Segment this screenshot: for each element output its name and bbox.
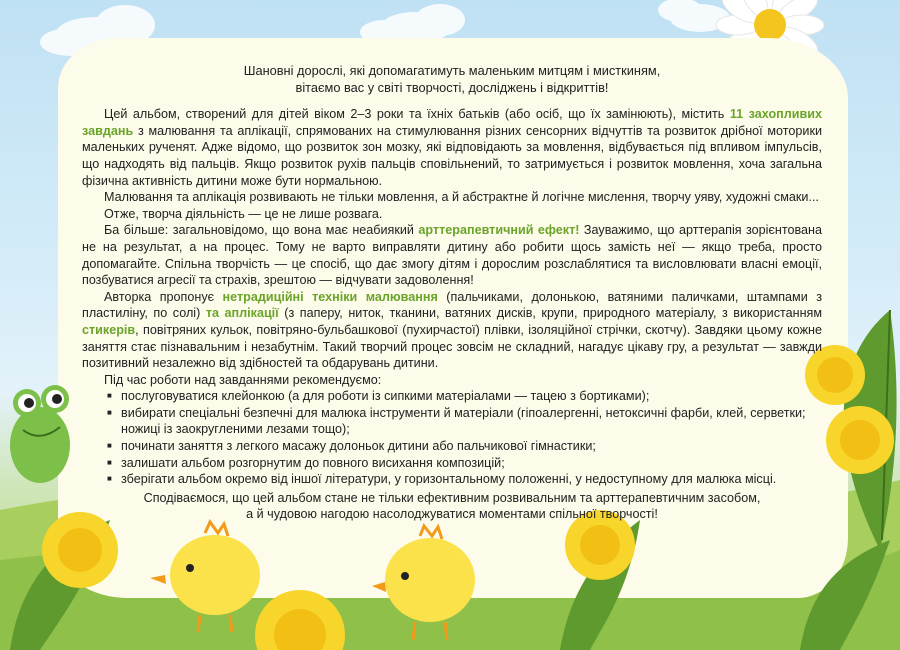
paragraph-5-text-d: , повітряних кульок, повітряно-бульбашкової (пухирчастої) плівки, ізоляційної стрічки, скотчу). Завдяки цьому кожне заняття стає пізнавальним і незабутнім. Такий творчий процес зовсім не складний, нагадує цікаву гру, а результат — завжди позитивний незалежно від здібностей та обдарувань дитини. [82,322,822,371]
recommend-intro: Під час роботи над завданнями рекомендуємо: [104,372,382,387]
closing-text [82,490,822,523]
paragraph-4-text-b: Зауважимо, що арттерапія зорієнтована не на результат, а на процес. Тому не варто виправляти дитину або робити щось замість неї — якщо треба, просто допомагайте. Спільна творчість — це спосіб, що дає змогу дітям і дорослим розслаблятися та висловлювати власні емоції, позбуватися агресії та страхів, зрештою — відчувати задоволення! [82,223,822,288]
paragraph-5 [82,289,822,372]
chick-icon [150,522,260,632]
list-item: ■ залишати альбом розгорнутим до повного висихання композицій; [107,455,822,472]
leaf-icon [800,540,890,650]
highlight-applique: та аплікації [205,306,279,321]
paragraph-5-text-b: (пальчиками, долонькою, ватяними паличками, штампами з пластиліну, по солі) [82,289,822,321]
dandelion-icon [820,400,900,480]
closing-line-2: а й чудовою нагодою насолоджуватися моментами спільної творчості! [246,507,658,522]
list-item: ■ зберігати альбом окремо від іншої літератури, у горизонтальному положенні, у недоступному для малюка місці. [107,471,822,488]
highlight-stickers: стикерів [82,322,136,337]
paragraph-1 [82,106,822,189]
list-item: ■ послуговуватися клейонкою (а для роботи із сипкими матеріалами — тацею з бортиками); [107,388,822,405]
highlight-tasks-count: 11 захопливих завдань [82,107,822,138]
paragraph-3: Отже, творча діяльність — це не лише розвага. [104,206,383,221]
paragraph-4-text-a: Ба більше: загальновідомо, що вона має неабиякий [104,223,419,238]
chick-icon [372,526,475,640]
paragraph-2: Малювання та аплікація розвивають не тільки мовлення, а й абстрактне й логічне мислення, творчу уяву, художні смаки... [104,190,819,205]
recommendation-list [82,388,822,488]
paragraph-1-text-b: з малювання та аплікації, спрямованих на стимулювання різних сенсорних відчуттів та розвиток дрібної моторики маленьких рученят. Адже відомо, що розвиток зон мозку, які відповідають за мовлення, відбувається під впливом імпульсів, що надходять від пальців. Якщо розвиток рухів пальців сповільнений, то затримується і розвиток мовлення, хоча загальна фізична активність дитини може бути нормальною. [82,123,822,188]
closing-line-1: Сподіваємося, що цей альбом стане не тільки ефективним розвивальним та арттерапевтичним засобом, [143,490,761,505]
dandelion-icon [42,512,118,588]
greeting-line-1: Шановні дорослі, які допомагатимуть маленьким митцям і мисткиням, [243,63,661,78]
dandelion-icon [255,590,345,650]
greeting-line-2: вітаємо вас у світі творчості, досліджень і відкриттів! [295,79,609,95]
list-item: ■ вибирати спеціальні безпечні для малюка інструменти й матеріали (гіпоалергенні, нетоксичні фарби, клей, серветки; ножиці із заокругленими лезами тощо); [107,405,822,438]
paragraph-5-text-a: Авторка пропонує [104,289,223,304]
paragraph-4 [82,222,822,288]
paragraph-5-text-c: (з паперу, ниток, тканини, ватяних дисків, крупи, природного матеріалу, з використанням [278,306,823,321]
highlight-drawing-techniques: нетрадиційні техніки малювання [222,289,438,304]
intro-text [82,63,822,523]
highlight-art-therapy: арттерапевтичний ефект! [418,223,580,238]
paragraph-1-text-a: Цей альбом, створений для дітей віком 2–3 роки та їхніх батьків (або осіб, що їх замінюють), містить [104,107,730,122]
list-item: ■ починати заняття з легкого масажу долоньок дитини або пальчикової гімнастики; [107,438,822,455]
greeting-header [82,63,822,96]
frog-icon [5,375,75,485]
